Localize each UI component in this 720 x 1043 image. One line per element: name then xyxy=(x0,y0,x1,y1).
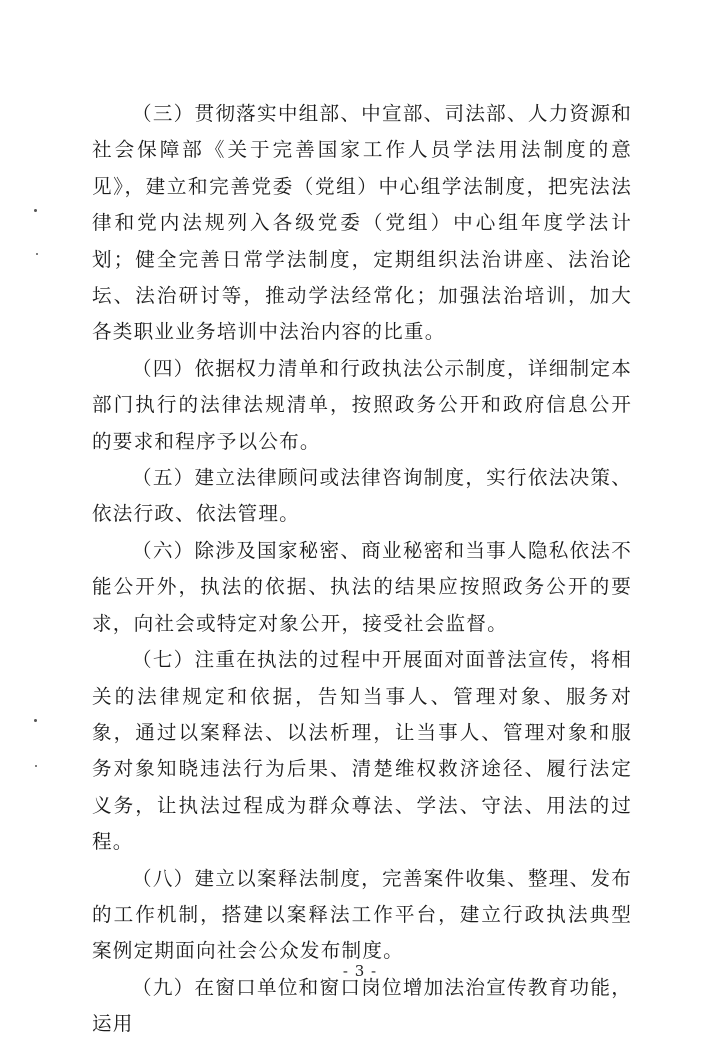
paragraph-7: （七）注重在执法的过程中开展面对面普法宣传，将相关的法律规定和依据，告知当事人、管理对象、服务对象，通过以案释法、以法析理，让当事人、管理对象和服务对象知晓违法行为后果、清楚维权救济途径、履行法定义务，让执法过程成为群众尊法、学法、守法、用法的过程。 xyxy=(92,648,632,854)
paragraph-9: （九）在窗口单位和窗口岗位增加法治宣传教育功能，运用 xyxy=(92,975,632,1036)
scan-speck xyxy=(36,253,38,255)
paragraph-4: （四）依据权力清单和行政执法公示制度，详细制定本部门执行的法律法规清单，按照政务公开和政府信息公开的要求和程序予以公布。 xyxy=(92,356,632,453)
page-number: - 3 - xyxy=(342,962,378,980)
paragraph-6: （六）除涉及国家秘密、商业秘密和当事人隐私依法不能公开外，执法的依据、执法的结果应按照政务公开的要求，向社会或特定对象公开，接受社会监督。 xyxy=(92,538,632,635)
scan-speck xyxy=(35,765,37,767)
document-body xyxy=(92,96,632,1043)
paragraph-5: （五）建立法律顾问或法律咨询制度，实行依法决策、依法行政、依法管理。 xyxy=(92,466,632,526)
scan-speck xyxy=(34,719,37,722)
paragraph-8: （八）建立以案释法制度，完善案件收集、整理、发布的工作机制，搭建以案释法工作平台，建立行政执法典型案例定期面向社会公众发布制度。 xyxy=(92,866,632,963)
paragraph-3: （三）贯彻落实中组部、中宣部、司法部、人力资源和社会保障部《关于完善国家工作人员学法用法制度的意见》，建立和完善党委（党组）中心组学法制度，把宪法法律和党内法规列入各级党委（党组）中心组年度学法计划；健全完善日常学法制度，定期组织法治讲座、法治论坛、法治研讨等，推动学法经常化；加强法治培训，加大各类职业业务培训中法治内容的比重。 xyxy=(92,102,632,344)
scan-speck xyxy=(34,209,37,212)
